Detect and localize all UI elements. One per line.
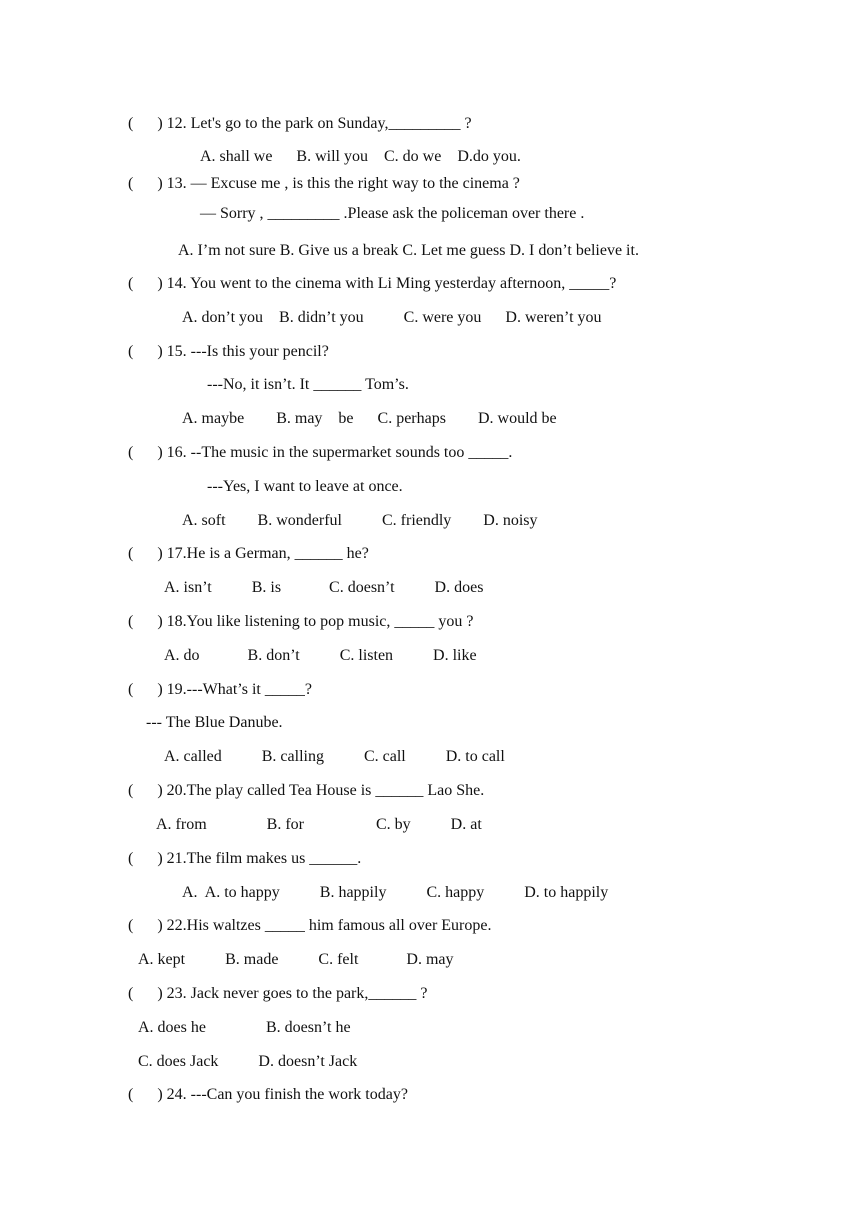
- question-24-stem: ( ) 24. ---Can you finish the work today?: [128, 1086, 408, 1103]
- question-21-stem: ( ) 21.The film makes us ______.: [128, 850, 362, 867]
- question-15-dialogue: ---No, it isn’t. It ______ Tom’s.: [207, 376, 409, 393]
- question-16-stem: ( ) 16. --The music in the supermarket sounds too _____.: [128, 444, 513, 461]
- question-20-options: A. from B. for C. by D. at: [156, 816, 482, 833]
- question-19-dialogue: --- The Blue Danube.: [146, 714, 283, 731]
- question-18-stem: ( ) 18.You like listening to pop music, _____ you ?: [128, 613, 474, 630]
- question-23-options-row-1: A. does he B. doesn’t he: [138, 1019, 351, 1036]
- question-13-dialogue: — Sorry , _________ .Please ask the policeman over there .: [200, 205, 585, 222]
- question-23-options-row-2: C. does Jack D. doesn’t Jack: [138, 1053, 358, 1070]
- question-16-dialogue: ---Yes, I want to leave at once.: [207, 478, 403, 495]
- question-12-stem: ( ) 12. Let's go to the park on Sunday,_________ ?: [128, 115, 472, 132]
- question-15-options: A. maybe B. may be C. perhaps D. would be: [182, 410, 557, 427]
- question-12-options: A. shall we B. will you C. do we D.do you.: [200, 148, 521, 165]
- question-16-options: A. soft B. wonderful C. friendly D. noisy: [182, 512, 538, 529]
- question-13-stem: ( ) 13. — Excuse me , is this the right way to the cinema ?: [128, 175, 520, 192]
- question-22-options: A. kept B. made C. felt D. may: [138, 951, 454, 968]
- question-17-options: A. isn’t B. is C. doesn’t D. does: [164, 579, 484, 596]
- question-17-stem: ( ) 17.He is a German, ______ he?: [128, 545, 369, 562]
- question-23-stem: ( ) 23. Jack never goes to the park,______ ?: [128, 985, 428, 1002]
- question-14-options: A. don’t you B. didn’t you C. were you D. weren’t you: [182, 309, 602, 326]
- question-19-options: A. called B. calling C. call D. to call: [164, 748, 505, 765]
- question-21-options: A. A. to happy B. happily C. happy D. to happily: [182, 884, 609, 901]
- question-19-stem: ( ) 19.---What’s it _____?: [128, 681, 312, 698]
- question-18-options: A. do B. don’t C. listen D. like: [164, 647, 477, 664]
- question-20-stem: ( ) 20.The play called Tea House is ______ Lao She.: [128, 782, 485, 799]
- question-15-stem: ( ) 15. ---Is this your pencil?: [128, 343, 329, 360]
- question-13-options: A. I’m not sure B. Give us a break C. Let me guess D. I don’t believe it.: [178, 242, 639, 259]
- question-14-stem: ( ) 14. You went to the cinema with Li Ming yesterday afternoon, _____?: [128, 275, 617, 292]
- question-22-stem: ( ) 22.His waltzes _____ him famous all over Europe.: [128, 917, 492, 934]
